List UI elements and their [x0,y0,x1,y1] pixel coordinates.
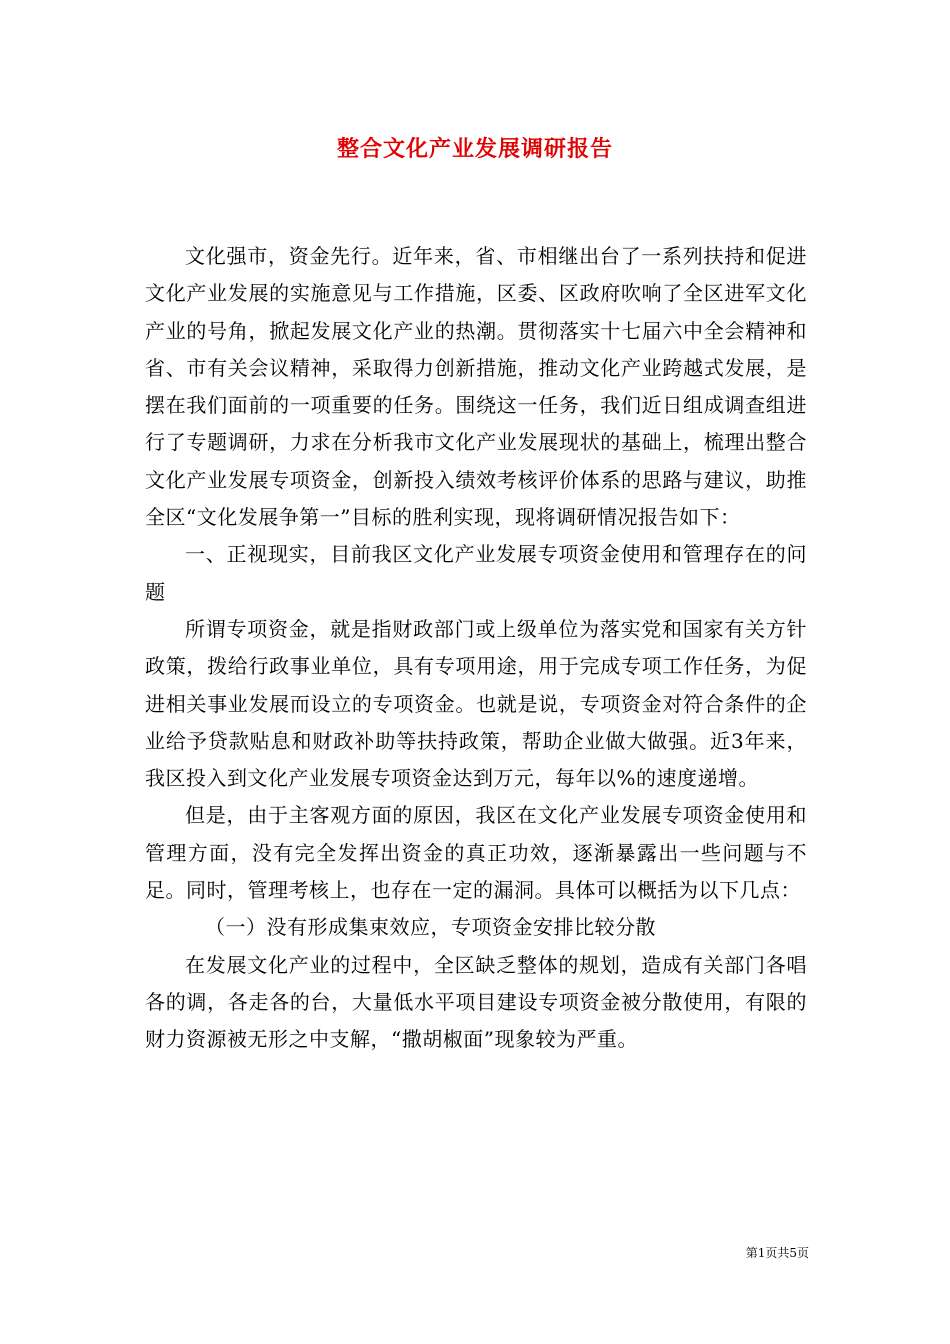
paragraph-scattered-funds: 在发展文化产业的过程中，全区缺乏整体的规划，造成有关部门各唱各的调，各走各的台，大量低水平项目建设专项资金被分散使用，有限的财力资源被无形之中支解，“撒胡椒面”现象较为严重。 [145,952,807,1052]
subsection-heading-1: （一）没有形成集束效应，专项资金安排比较分散 [205,915,656,940]
page-indicator: 第1页共5页 [745,1246,809,1260]
paragraph-problems: 但是，由于主客观方面的原因，我区在文化产业发展专项资金使用和管理方面，没有完全发挥出资金的真正功效，逐渐暴露出一些问题与不足。同时，管理考核上，也存在一定的漏洞。具体可以概括为以下几点： [145,803,807,903]
paragraph-definition: 所谓专项资金，就是指财政部门或上级单位为落实党和国家有关方针政策，拨给行政事业单位，具有专项用途，用于完成专项工作任务，为促进相关事业发展而设立的专项资金。也就是说，专项资金对符合条件的企业给予贷款贴息和财政补助等扶持政策，帮助企业做大做强。近3年来，我区投入到文化产业发展专项资金达到万元，每年以%的速度递增。 [145,616,807,791]
section-heading-1: 一、正视现实，目前我区文化产业发展专项资金使用和管理存在的问题 [145,542,807,604]
document-title: 整合文化产业发展调研报告 [336,136,613,162]
paragraph-intro: 文化强市，资金先行。近年来，省、市相继出台了一系列扶持和促进文化产业发展的实施意见与工作措施，区委、区政府吹响了全区进军文化产业的号角，掀起发展文化产业的热潮。贯彻落实十七届六中全会精神和省、市有关会议精神，采取得力创新措施，推动文化产业跨越式发展，是摆在我们面前的一项重要的任务。围绕这一任务，我们近日组成调查组进行了专题调研，力求在分析我市文化产业发展现状的基础上，梳理出整合文化产业发展专项资金，创新投入绩效考核评价体系的思路与建议，助推全区“文化发展争第一”目标的胜利实现，现将调研情况报告如下： [145,244,807,530]
document-body [145,238,807,1059]
